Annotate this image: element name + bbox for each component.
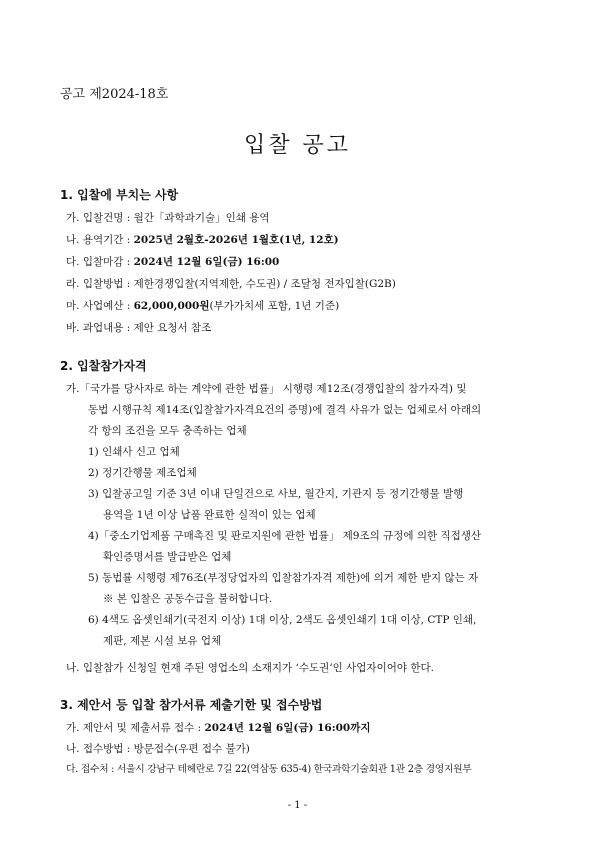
section-1-item: 가. 입찰건명 : 월간「과학과기술」인쇄 용역: [66, 212, 270, 224]
condition-line: 3) 입찰공고일 기준 3년 이내 단일건으로 사보, 월간지, 기관지 등 정기간행물 발행: [88, 488, 464, 500]
section-3-item: 가. 제안서 및 제출서류 접수 : 2024년 12월 6일(금) 16:00까지: [66, 722, 371, 734]
section-2-ga-line: 동법 시행규칙 제14조(입찰참가자격요건의 증명)에 결격 사유가 없는 업체로서 아래의: [88, 404, 482, 416]
condition-line: 용역을 1년 이상 납품 완료한 실적이 있는 업체: [103, 509, 316, 521]
page-title: 입찰 공고: [243, 133, 351, 158]
section-3-heading: 3. 제안서 등 입찰 참가서류 제출기한 및 접수방법: [60, 698, 323, 712]
page-number: - 1 -: [287, 800, 308, 811]
section-2-ga-line: 가.「국가를 당사자로 하는 계약에 관한 법률」 시행령 제12조(경쟁입찰의 참가자격) 및: [66, 383, 467, 395]
section-2-na: 나. 입찰참가 신청일 현재 주된 영업소의 소재지가 ‘수도권’인 사업자이어야 한다.: [66, 662, 434, 674]
condition-note: ※ 본 입찰은 공동수급을 불허합니다.: [103, 593, 273, 605]
section-1-item: 바. 과업내용 : 제안 요청서 참조: [66, 322, 212, 334]
section-3-item: 나. 접수방법 : 방문접수(우편 접수 불가): [66, 743, 250, 755]
condition-line: 1) 인쇄사 신고 업체: [88, 446, 180, 458]
section-1-item: 라. 입찰방법 : 제한경쟁입찰(지역제한, 수도권) / 조달청 전자입찰(G2B): [66, 278, 396, 290]
condition-line: 확인증명서를 발급받은 업체: [103, 551, 232, 563]
condition-line: 5) 동법률 시행령 제76조(부정당업자의 입찰참가자격 제한)에 의거 제한 받지 않는 자: [88, 572, 479, 584]
condition-line: 4)「중소기업제품 구매촉진 및 판로지원에 관한 법률」 제9조의 규정에 의한 직접생산: [88, 530, 482, 542]
section-1-item: 나. 용역기간 : 2025년 2월호-2026년 1월호(1년, 12호): [66, 234, 339, 246]
section-2-ga-line: 각 항의 조건을 모두 충족하는 업체: [88, 425, 247, 437]
section-2-heading: 2. 입찰참가자격: [60, 359, 147, 373]
condition-line: 6) 4색도 옵셋인쇄기(국전지 이상) 1대 이상, 2색도 옵셋인쇄기 1대 이상, CTP 인쇄,: [88, 614, 477, 626]
condition-line: 2) 정기간행물 제조업체: [88, 467, 197, 479]
section-1-heading: 1. 입찰에 부치는 사항: [60, 188, 179, 202]
section-1-item: 마. 사업예산 : 62,000,000원(부가가치세 포함, 1년 기준): [66, 300, 340, 312]
condition-line: 제판, 제본 시설 보유 업체: [103, 635, 222, 647]
section-3-item: 다. 접수처 : 서울시 강남구 테헤란로 7길 22(역삼동 635-4) 한국과학기술회관 1관 2층 경영지원부: [66, 764, 472, 775]
section-1-item: 다. 입찰마감 : 2024년 12월 6일(금) 16:00: [66, 256, 280, 268]
notice-number: 공고 제2024-18호: [60, 87, 169, 102]
